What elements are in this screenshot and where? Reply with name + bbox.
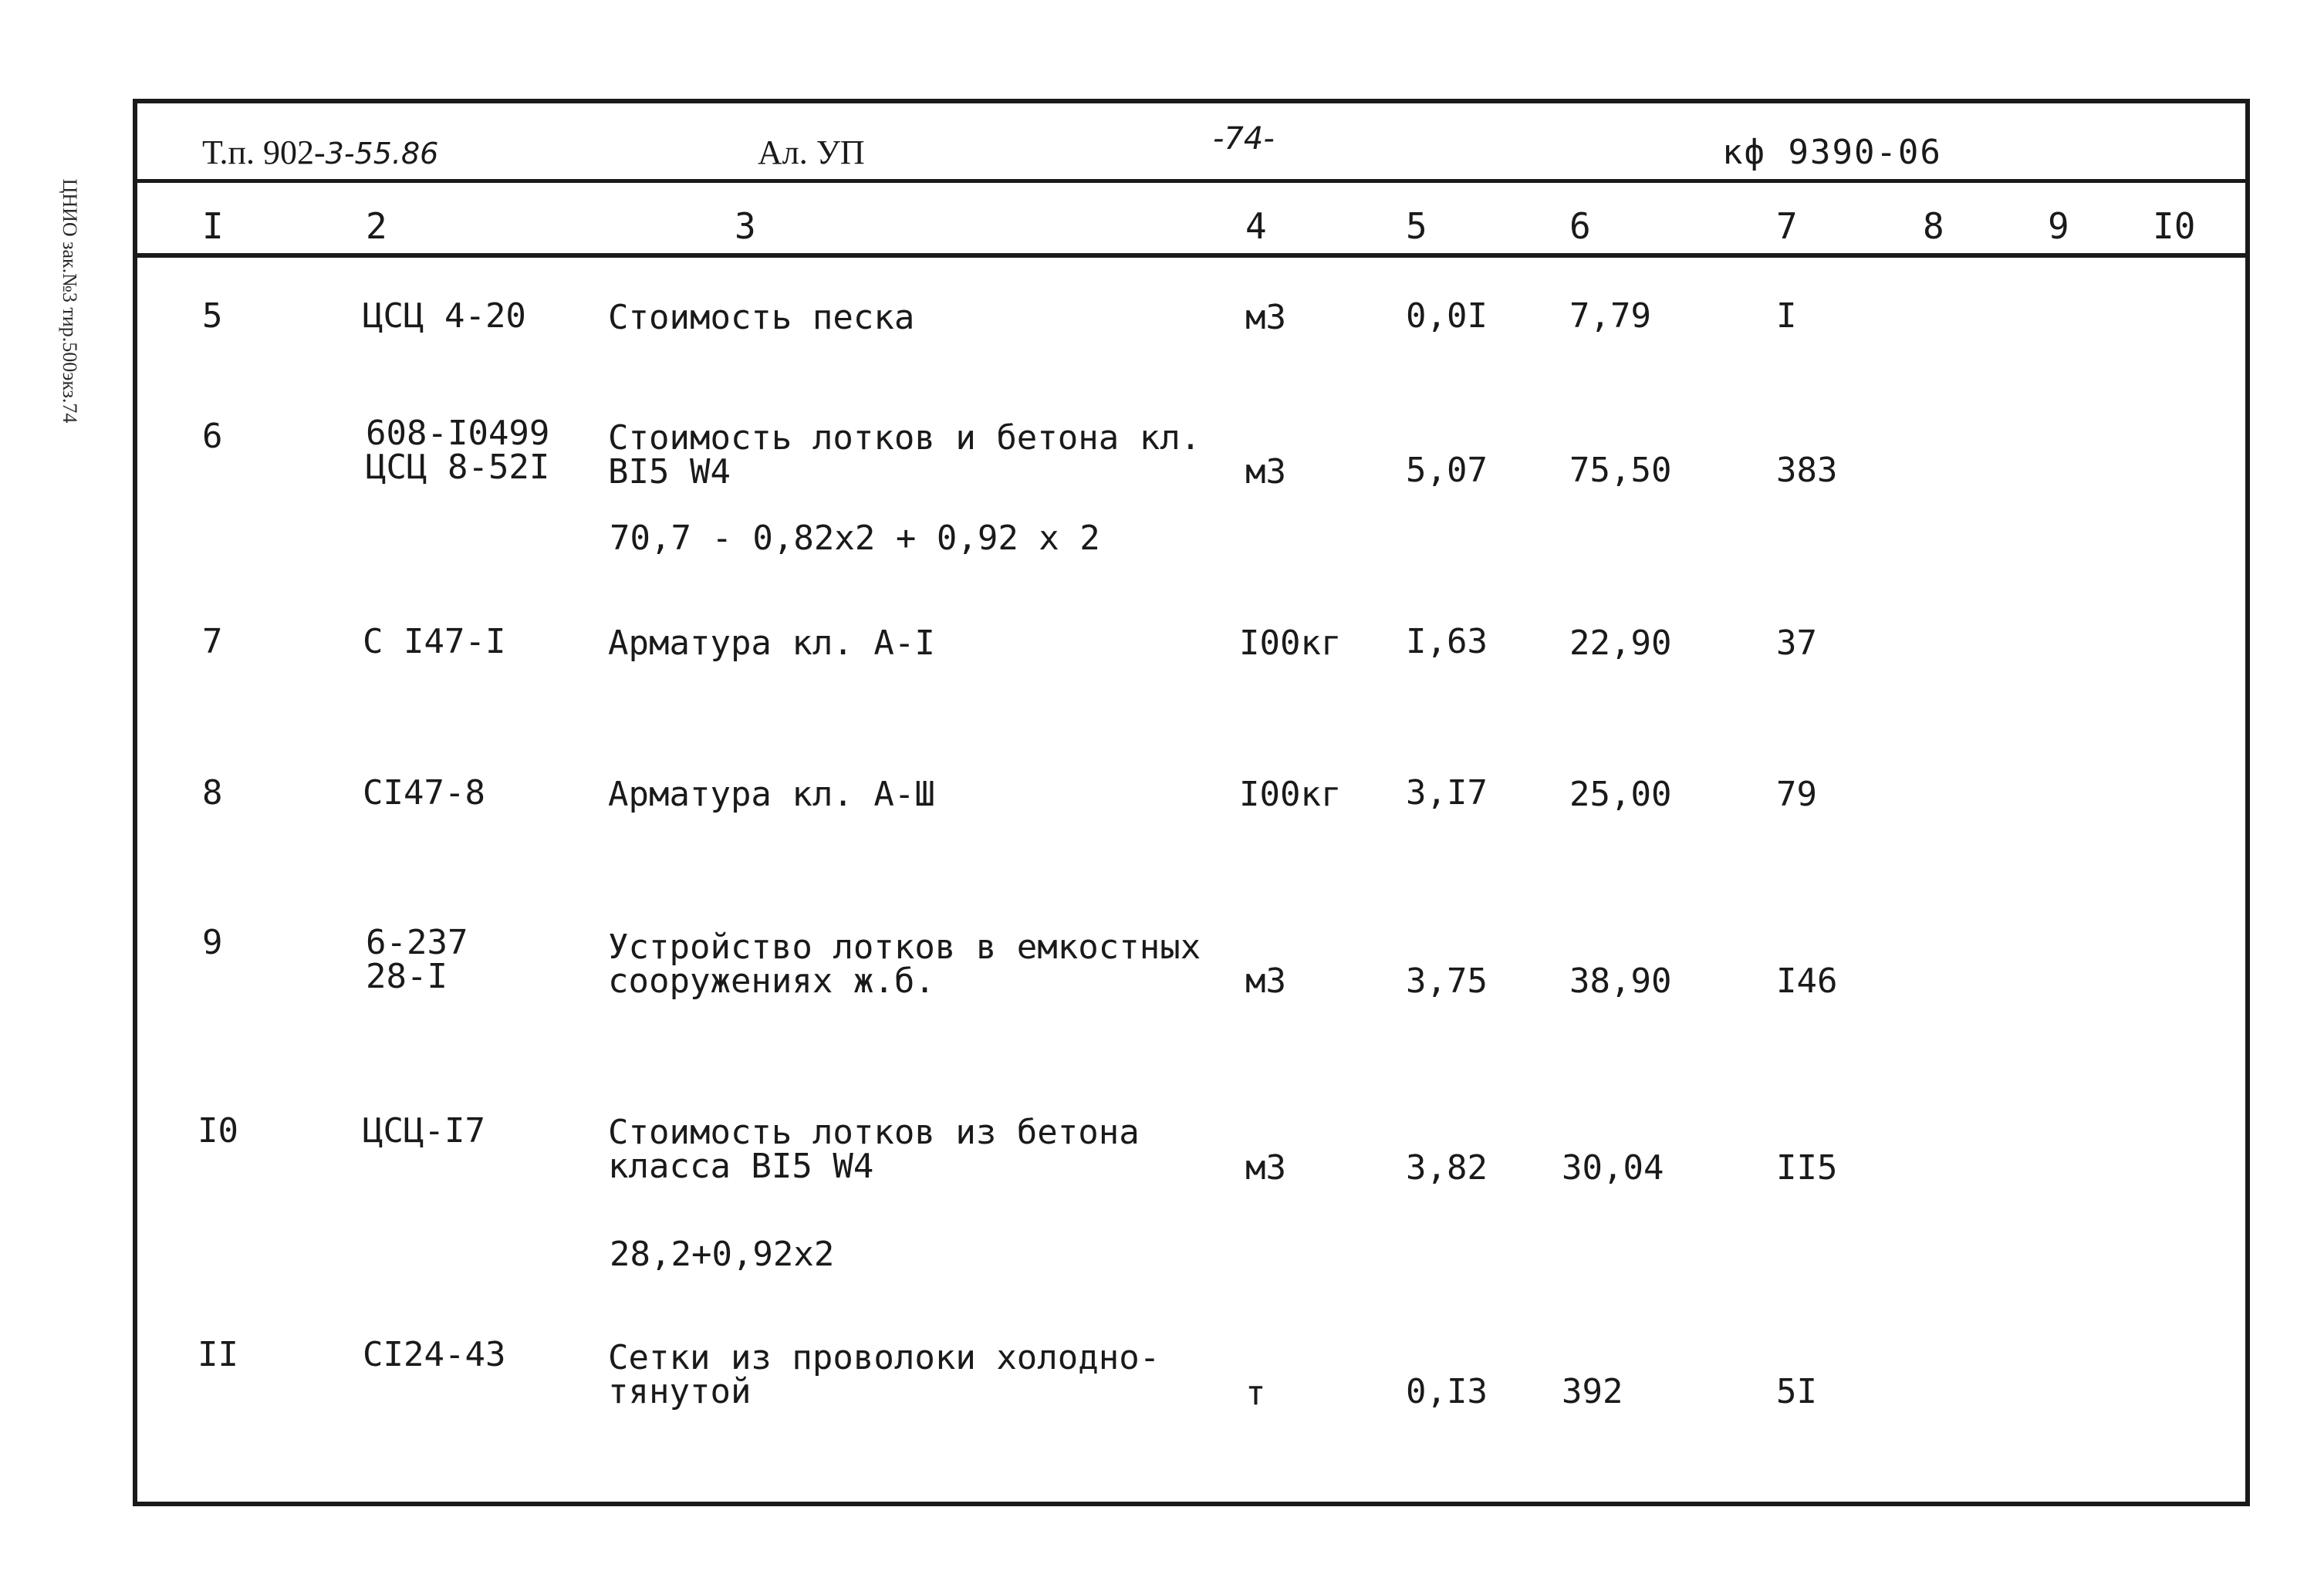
- album-label: Ал. УП: [758, 133, 865, 171]
- price-code: ЦСЦ-I7: [363, 1111, 485, 1151]
- price-code: СI47-8: [363, 773, 485, 813]
- column-header-2: 2: [366, 205, 387, 247]
- column-header-divider: [133, 253, 2250, 258]
- row-number: 9: [202, 923, 223, 962]
- calculation-note: 70,7 - 0,82x2 + 0,92 x 2: [610, 519, 1100, 558]
- project-number-handwritten: 3-55.86: [325, 137, 439, 171]
- row-number: 8: [202, 773, 223, 813]
- total-cost: 37: [1776, 623, 1817, 663]
- total-cost: I46: [1776, 961, 1838, 1001]
- work-description: Сетки из проволоки холодно- тянутой: [608, 1338, 1160, 1411]
- column-header-5: 5: [1406, 205, 1427, 247]
- row-number: 6: [202, 417, 223, 456]
- total-cost: 383: [1776, 451, 1838, 490]
- total-cost: II5: [1776, 1148, 1838, 1188]
- unit-price: 30,04: [1562, 1148, 1664, 1188]
- unit: м3: [1245, 298, 1286, 337]
- project-number-printed: Т.п. 902-: [202, 133, 326, 171]
- column-header-9: 9: [2048, 205, 2069, 247]
- unit: м3: [1245, 961, 1286, 1001]
- price-code: ЦСЦ 4-20: [363, 296, 526, 336]
- column-header-7: 7: [1776, 205, 1798, 247]
- quantity: 3,75: [1406, 961, 1488, 1001]
- total-cost: I: [1776, 296, 1797, 336]
- work-description: Арматура кл. А-I: [608, 623, 935, 663]
- column-header-1: I: [202, 205, 224, 247]
- unit: I00кг: [1239, 775, 1342, 814]
- row-number: I0: [198, 1111, 238, 1151]
- unit: м3: [1245, 452, 1286, 492]
- price-code: 608-I0499 ЦСЦ 8-52I: [366, 414, 550, 487]
- column-header-10: I0: [2153, 205, 2196, 247]
- work-description: Стоимость лотков и бетона кл. BI5 W4: [608, 418, 1201, 492]
- work-description: Арматура кл. А-Ш: [608, 775, 935, 814]
- column-header-4: 4: [1245, 205, 1267, 247]
- header-divider: [133, 179, 2250, 183]
- page-number: -74-: [1213, 121, 1275, 157]
- column-header-6: 6: [1569, 205, 1591, 247]
- work-description: Стоимость лотков из бетона класса BI5 W4: [608, 1113, 1140, 1186]
- total-cost: 5I: [1776, 1372, 1817, 1411]
- margin-stamp: [31, 116, 108, 486]
- calculation-note: 28,2+0,92x2: [610, 1235, 835, 1274]
- total-cost: 79: [1776, 775, 1817, 814]
- column-header-3: 3: [735, 205, 756, 247]
- price-code: СI24-43: [363, 1335, 506, 1374]
- price-code: С I47-I: [363, 622, 506, 661]
- project-number: [202, 133, 439, 171]
- row-number: II: [198, 1335, 238, 1374]
- unit-price: 25,00: [1569, 775, 1672, 814]
- unit-price: 22,90: [1569, 623, 1672, 663]
- quantity: 3,I7: [1406, 773, 1488, 813]
- quantity: 5,07: [1406, 451, 1488, 490]
- work-description: Устройство лотков в емкостных сооружениях ж.б.: [608, 928, 1201, 1001]
- unit-price: 38,90: [1569, 961, 1672, 1001]
- quantity: I,63: [1406, 622, 1488, 661]
- unit: I00кг: [1239, 623, 1342, 663]
- column-header-8: 8: [1923, 205, 1944, 247]
- price-code: 6-237 28-I: [366, 923, 468, 996]
- row-number: 7: [202, 622, 223, 661]
- unit-price: 7,79: [1569, 296, 1651, 336]
- document-code: кф 9390-06: [1722, 133, 1942, 172]
- quantity: 0,I3: [1406, 1372, 1488, 1411]
- quantity: 3,82: [1406, 1148, 1488, 1188]
- quantity: 0,0I: [1406, 296, 1488, 336]
- margin-stamp-text: ЦНИО зак.№3 тир.500экз.74: [59, 178, 81, 424]
- work-description: Стоимость песка: [608, 298, 915, 337]
- unit-price: 392: [1562, 1372, 1623, 1411]
- unit: т: [1245, 1374, 1266, 1413]
- unit: м3: [1245, 1148, 1286, 1188]
- unit-price: 75,50: [1569, 451, 1672, 490]
- row-number: 5: [202, 296, 223, 336]
